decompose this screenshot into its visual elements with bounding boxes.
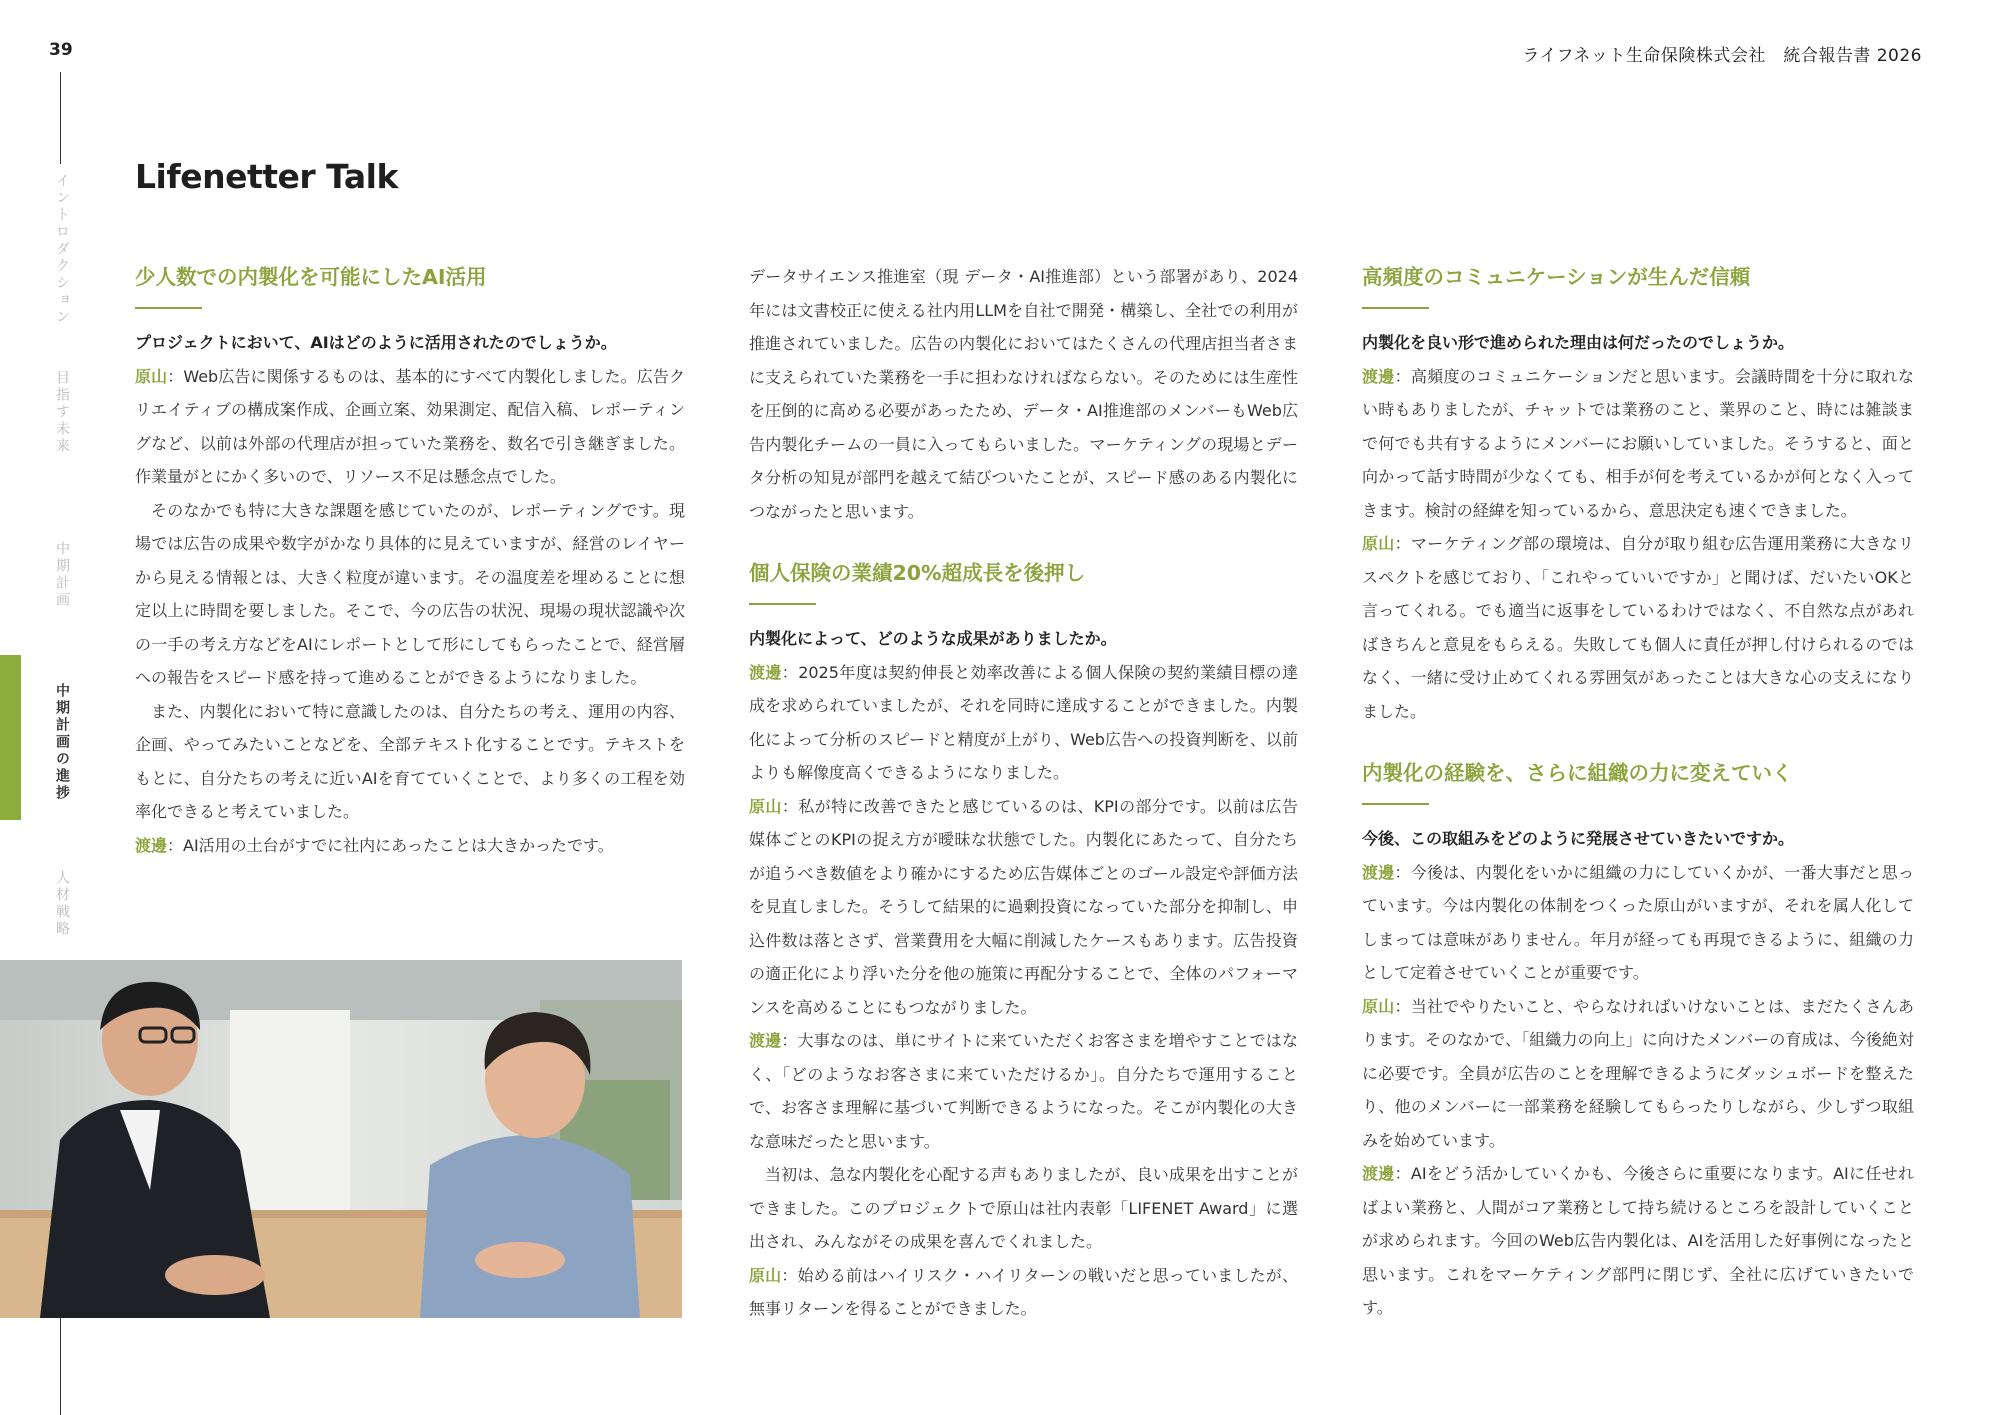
paragraph xyxy=(135,829,685,863)
section-gap xyxy=(749,528,1298,558)
paragraph-text: ：高頻度のコミュニケーションだと思います。会議時間を十分に取れない時もありましたが、チャットでは業務のこと、業界のこと、時には雑談まで何でも共有するようにメンバーにお願いしていました。そうすると、面と向かって話す時間が少なくても、相手が何を考えているかが何となく入ってきます。検討の経緯を知っているから、意思決定も速くできました。 xyxy=(1362,366,1914,520)
paragraph xyxy=(749,790,1298,1025)
paragraph-text: ：大事なのは、単にサイトに来ていただくお客さまを増やすことではなく、「どのようなお客さまに来ていただけるか」。自分たちで運用することで、お客さま理解に基づいて判断できるようになった。そこが内製化の大きな意味だったと思います。 xyxy=(749,1031,1298,1151)
speaker-name: 原山 xyxy=(135,366,168,386)
column-2 xyxy=(749,260,1298,1326)
paragraph-text: ：AI活用の土台がすでに社内にあったことは大きかったです。 xyxy=(167,835,614,855)
paragraph-text: ：Web広告に関係するものは、基本的にすべて内製化しました。広告クリエイティブの構成案作成、企画立案、効果測定、配信入稿、レポーティングなど、以前は外部の代理店が担っていた業務を、数名で引き継ぎました。作業量がとにかく多いので、リソース不足は懸念点でした。 xyxy=(135,366,685,486)
section-title: 個人保険の業績20%超成長を後押し xyxy=(749,561,1086,585)
paragraph-text: ：2025年度は契約伸長と効率改善による個人保険の契約業績目標の達成を求められていましたが、それを同時に達成することができました。内製化によって分析のスピードと精度が上がり、Web広告への投資判断を、以前よりも解像度高くできるようになりました。 xyxy=(749,662,1298,782)
section-gap xyxy=(1362,728,1914,758)
page-heading: Lifenetter Talk xyxy=(135,157,398,196)
speaker-name: 渡邊 xyxy=(135,835,168,855)
paragraph xyxy=(1362,990,1914,1158)
nav-item-midterm-progress[interactable]: 中期計画の進捗 xyxy=(54,683,70,802)
speakers-photo xyxy=(0,960,682,1318)
speaker-name: 原山 xyxy=(1362,534,1395,553)
publication-title: ライフネット生命保険株式会社 統合報告書 2026 xyxy=(1522,46,1922,66)
title-rule xyxy=(749,603,816,605)
nav-rule-top xyxy=(60,72,61,164)
nav-item-midterm-plan[interactable]: 中期計画 xyxy=(54,541,70,609)
paragraph xyxy=(1362,856,1914,990)
question: 内製化を良い形で進められた理由は何だったのでしょうか。 xyxy=(1362,333,1795,352)
speaker-name: 渡邊 xyxy=(1362,862,1395,882)
section-title: 少人数での内製化を可能にしたAI活用 xyxy=(135,265,487,289)
title-rule xyxy=(1362,307,1429,309)
speaker-name: 原山 xyxy=(749,1265,782,1285)
paragraph-text: ：マーケティング部の環境は、自分が取り組む広告運用業務に大きなリスペクトを感じており、「これやっていいですか」と聞けば、だいたいOKと言ってくれる。でも適当に返事をしているわけではなく、不自然な点があればきちんと意見をもらえる。失敗しても個人に責任が押し付けられるのではなく、一緒に受け止めてくれる雰囲気があったことは大きな心の支えになりました。 xyxy=(1362,534,1914,721)
question: プロジェクトにおいて、AIはどのように活用されたのでしょうか。 xyxy=(135,333,617,352)
paragraph-text: ：始める前はハイリスク・ハイリターンの戦いだと思っていましたが、無事リターンを得ることができました。 xyxy=(749,1265,1298,1318)
nav-item-hr-strategy[interactable]: 人材戦略 xyxy=(54,870,70,938)
paragraph xyxy=(1362,360,1914,528)
nav-item-introduction[interactable]: イントロダクション xyxy=(54,173,70,326)
paragraph xyxy=(749,1259,1298,1326)
paragraph xyxy=(1362,527,1914,728)
page-number: 39 xyxy=(49,40,73,60)
paragraph: そのなかでも特に大きな課題を感じていたのが、レポーティングです。現場では広告の成果や数字がかなり具体的に見えていますが、経営のレイヤーから見える情報とは、大きく粒度が違います。その温度差を埋めることに想定以上に時間を要しました。そこで、今の広告の状況、現場の現状認識や次の一手の考え方などをAIにレポートとして形にしてもらったことで、経営層への報告をスピード感を持って進めることができるようになりました。 xyxy=(135,500,685,687)
section-title: 内製化の経験を、さらに組織の力に変えていく xyxy=(1362,761,1793,785)
paragraph xyxy=(1362,1157,1914,1325)
paragraph-text: ：今後は、内製化をいかに組織の力にしていくかが、一番大事だと思っています。今は内製化の体制をつくった原山がいますが、それを属人化してしまっては意味がありません。年月が経っても再現できるように、組織の力として定着させていくことが重要です。 xyxy=(1362,862,1914,982)
question: 内製化によって、どのような成果がありましたか。 xyxy=(749,629,1117,648)
speaker-name: 原山 xyxy=(749,796,782,816)
question: 今後、この取組みをどのように発展させていきたいですか。 xyxy=(1362,829,1795,848)
section-title: 高頻度のコミュニケーションが生んだ信頼 xyxy=(1362,265,1751,289)
speaker-name: 渡邊 xyxy=(1362,366,1395,386)
active-section-marker xyxy=(0,655,21,820)
column-3 xyxy=(1362,262,1914,1325)
speaker-name: 渡邊 xyxy=(749,1031,782,1050)
nav-item-future[interactable]: 目指す未来 xyxy=(54,370,70,455)
paragraph xyxy=(135,360,685,494)
column-1 xyxy=(135,262,685,862)
title-rule xyxy=(1362,803,1429,805)
photo-illustration xyxy=(0,960,682,1318)
title-rule xyxy=(135,307,202,309)
paragraph-text: ：私が特に改善できたと感じているのは、KPIの部分です。以前は広告媒体ごとのKPIの捉え方が曖昧な状態でした。内製化にあたって、自分たちが追うべき数値をより確かにするため広告媒体ごとのゴール設定や評価方法を見直しました。そうして結果的に過剰投資になっていた部分を抑制し、申込件数は落とさず、営業費用を大幅に削減したケースもあります。広告投資の適正化により浮いた分を他の施策に再配分することで、全体のパフォーマンスを高めることにもつながりました。 xyxy=(749,796,1298,1017)
speaker-name: 原山 xyxy=(1362,996,1395,1016)
paragraph xyxy=(749,1024,1298,1158)
paragraph: また、内製化において特に意識したのは、自分たちの考え、運用の内容、企画、やってみたいことなどを、全部テキスト化することです。テキストをもとに、自分たちの考えに近いAIを育てていくことで、より多くの工程を効率化できると考えていました。 xyxy=(135,701,685,821)
paragraph-text: ：当社でやりたいこと、やらなければいけないことは、まだたくさんあります。そのなかで、「組織力の向上」に向けたメンバーの育成は、今後絶対に必要です。全員が広告のことを理解できるようにダッシュボードを整えたり、他のメンバーに一部業務を経験してもらったりしながら、少しずつ取組みを始めています。 xyxy=(1362,996,1914,1150)
paragraph: 当初は、急な内製化を心配する声もありましたが、良い成果を出すことができました。このプロジェクトで原山は社内表彰「LIFENET Award」に選出され、みんながその成果を喜んでくれました。 xyxy=(749,1165,1298,1251)
paragraph: データサイエンス推進室（現 データ・AI推進部）という部署があり、2024年には文書校正に使える社内用LLMを自社で開発・構築し、全社での利用が推進されていました。広告の内製化においてはたくさんの代理店担当者さまに支えられていた業務を一手に担わなければならない。そのためには生産性を圧倒的に高める必要があったため、データ・AI推進部のメンバーもWeb広告内製化チームの一員に入ってもらいました。マーケティングの現場とデータ分析の知見が部門を越えて結びついたことが、スピード感のある内製化につながったと思います。 xyxy=(749,267,1298,521)
speaker-name: 渡邊 xyxy=(1362,1164,1395,1183)
paragraph xyxy=(749,656,1298,790)
paragraph-text: ：AIをどう活かしていくかも、今後さらに重要になります。AIに任せればよい業務と、人間がコア業務として持ち続けるところを設計していくことが求められます。今回のWeb広告内製化は、AIを活用した好事例になったと思います。これをマーケティング部門に閉じず、全社に広げていきたいです。 xyxy=(1362,1164,1914,1317)
speaker-name: 渡邊 xyxy=(749,662,782,682)
